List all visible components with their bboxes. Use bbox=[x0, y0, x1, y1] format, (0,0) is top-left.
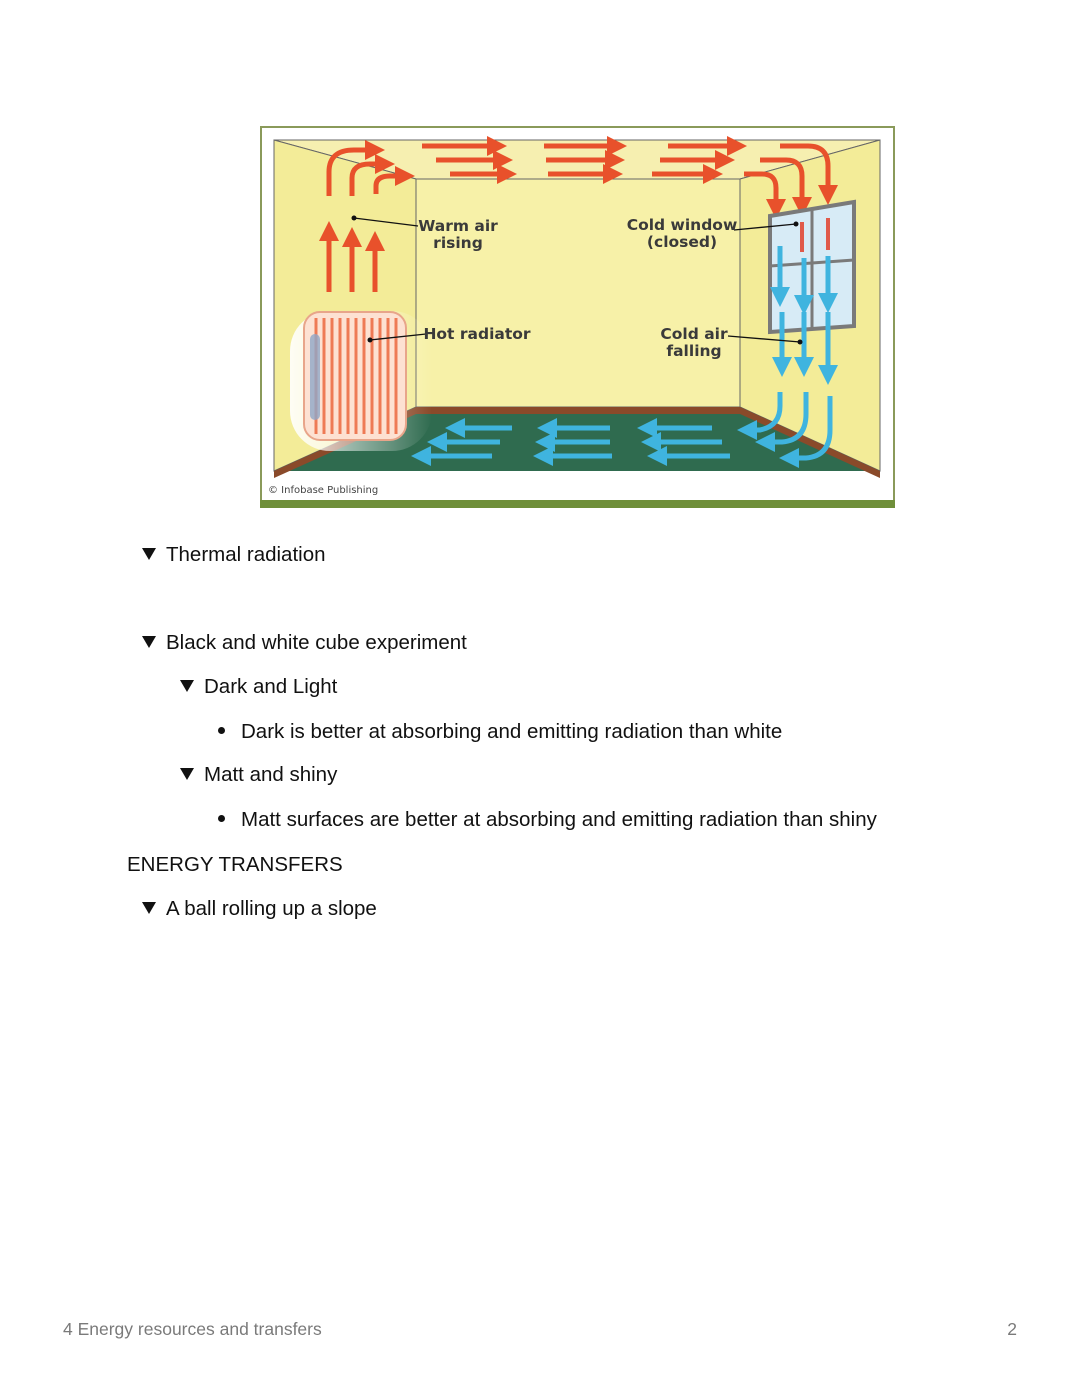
bullet-text: Matt surfaces are better at absorbing and emitting radiation than shiny bbox=[241, 808, 877, 831]
bullet-icon bbox=[218, 815, 225, 822]
figure-credit: © Infobase Publishing bbox=[268, 485, 379, 496]
label-warm-air-1: Warm air bbox=[418, 217, 498, 235]
section-heading: ENERGY TRANSFERS bbox=[127, 853, 343, 876]
triangle-down-icon[interactable] bbox=[180, 680, 194, 692]
bullet-text: Dark is better at absorbing and emitting radiation than white bbox=[241, 720, 783, 743]
label-warm-air-2: rising bbox=[433, 234, 483, 252]
outline-item-label: Thermal radiation bbox=[166, 543, 326, 566]
outline-item-label: A ball rolling up a slope bbox=[166, 897, 377, 920]
label-hot-radiator: Hot radiator bbox=[423, 325, 531, 343]
label-cold-air-1: Cold air bbox=[660, 325, 728, 343]
triangle-down-icon[interactable] bbox=[142, 636, 156, 648]
convection-diagram bbox=[260, 126, 895, 508]
outline-item-label: Matt and shiny bbox=[204, 763, 338, 786]
label-cold-window-1: Cold window bbox=[626, 216, 738, 234]
outline-item-thermal-radiation[interactable] bbox=[142, 543, 326, 567]
frame-bottom-bar bbox=[260, 500, 895, 508]
outline-item-label: Dark and Light bbox=[204, 675, 338, 698]
bullet-icon bbox=[218, 727, 225, 734]
outline-item-cube-experiment[interactable] bbox=[142, 631, 467, 655]
triangle-down-icon[interactable] bbox=[142, 548, 156, 560]
footer-title: 4 Energy resources and transfers bbox=[63, 1319, 322, 1339]
bullet-item-matt bbox=[218, 808, 877, 832]
outline-item-ball-slope[interactable] bbox=[142, 897, 377, 921]
triangle-down-icon[interactable] bbox=[180, 768, 194, 780]
label-cold-air-2: falling bbox=[666, 342, 722, 360]
outline-item-label: Black and white cube experiment bbox=[166, 631, 467, 654]
radiator-icon bbox=[304, 312, 406, 440]
outline-item-matt-shiny[interactable] bbox=[180, 763, 337, 787]
label-cold-window-2: (closed) bbox=[646, 233, 718, 251]
bullet-item-dark bbox=[218, 720, 782, 744]
outline-item-dark-light[interactable] bbox=[180, 675, 337, 699]
triangle-down-icon[interactable] bbox=[142, 902, 156, 914]
page-number: 2 bbox=[1007, 1319, 1017, 1339]
